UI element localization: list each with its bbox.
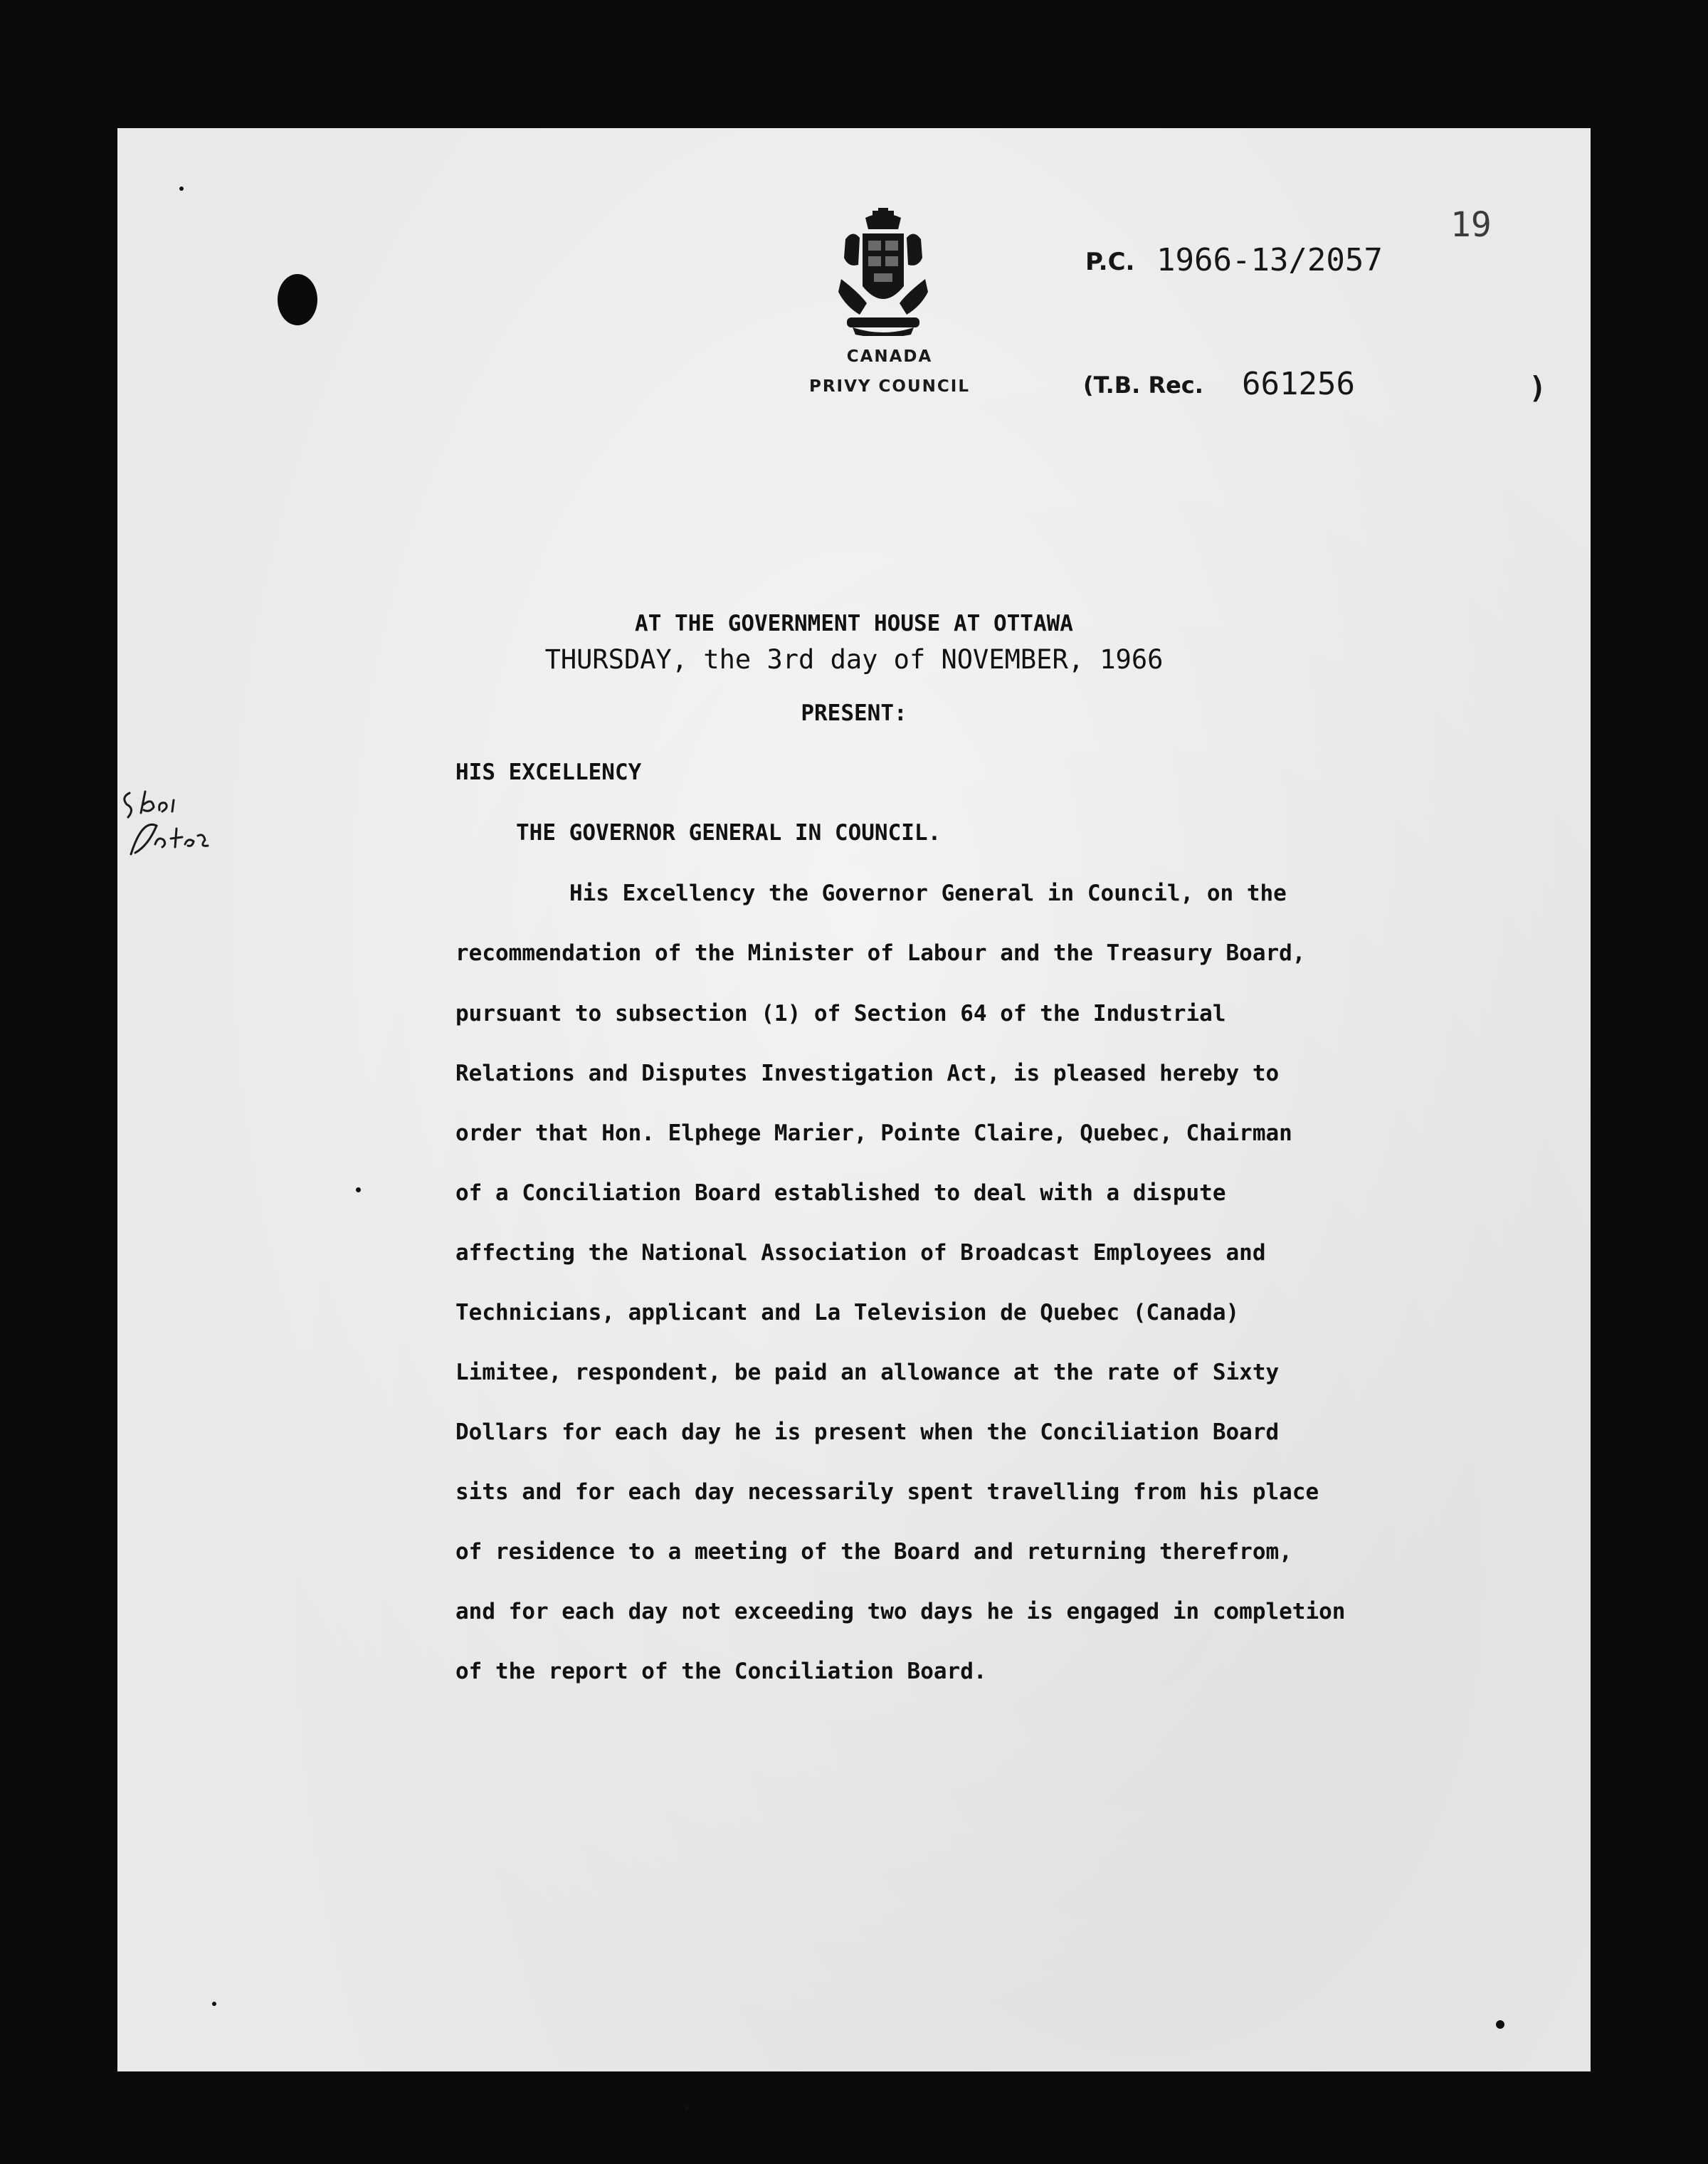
department-name: PRIVY COUNCIL	[808, 377, 971, 396]
body-line: sits and for each day necessarily spent travelling from his place	[455, 1479, 1319, 1505]
body-line: Limitee, respondent, be paid an allowance at the rate of Sixty	[455, 1360, 1280, 1385]
pc-number: 1966-13/2057	[1156, 242, 1383, 278]
body-line: of residence to a meeting of the Board and returning therefrom,	[455, 1539, 1292, 1565]
body-line: of the report of the Conciliation Board.	[455, 1659, 987, 1684]
scan-speck	[685, 2106, 689, 2110]
department-country: CANADA	[846, 347, 933, 366]
heading-present: PRESENT:	[801, 700, 907, 726]
handwritten-margin-note	[114, 776, 221, 868]
body-line: of a Conciliation Board established to deal with a dispute	[455, 1180, 1226, 1206]
body-line: His Excellency the Governor General in Council, on the	[569, 881, 1287, 906]
scan-speck	[212, 2002, 216, 2006]
body-line: Dollars for each day he is present when the Conciliation Board	[455, 1419, 1280, 1445]
scan-speck	[356, 1187, 361, 1192]
heading-date: THURSDAY, the 3rd day of NOVEMBER, 1966	[544, 644, 1164, 675]
tb-rec-number: 661256	[1242, 366, 1355, 402]
body-line: Technicians, applicant and La Television de Quebec (Canada)	[455, 1300, 1240, 1325]
heading-place: AT THE GOVERNMENT HOUSE AT OTTAWA	[635, 611, 1073, 636]
canada-coat-of-arms-icon	[831, 208, 935, 336]
page-number: 19	[1450, 205, 1492, 245]
body-line: recommendation of the Minister of Labour and the Treasury Board,	[455, 940, 1306, 966]
addressee-excellency: HIS EXCELLENCY	[455, 760, 642, 785]
tb-rec-label: (T.B. Rec.	[1083, 372, 1203, 399]
body-line: pursuant to subsection (1) of Section 64 of the Industrial	[455, 1001, 1226, 1026]
body-line: affecting the National Association of Broadcast Employees and	[455, 1240, 1266, 1266]
pc-label: P.C.	[1085, 248, 1135, 276]
paper-sheet	[117, 128, 1591, 2071]
punch-hole-icon	[278, 274, 317, 325]
body-line: Relations and Disputes Investigation Act, is pleased hereby to	[455, 1061, 1280, 1086]
tb-rec-close: )	[1529, 370, 1547, 405]
scan-speck	[179, 187, 184, 191]
body-line: and for each day not exceeding two days he is engaged in completion	[455, 1599, 1346, 1624]
scan-speck	[1496, 2020, 1504, 2029]
addressee-council: THE GOVERNOR GENERAL IN COUNCIL.	[516, 820, 942, 846]
body-line: order that Hon. Elphege Marier, Pointe Claire, Quebec, Chairman	[455, 1120, 1292, 1146]
